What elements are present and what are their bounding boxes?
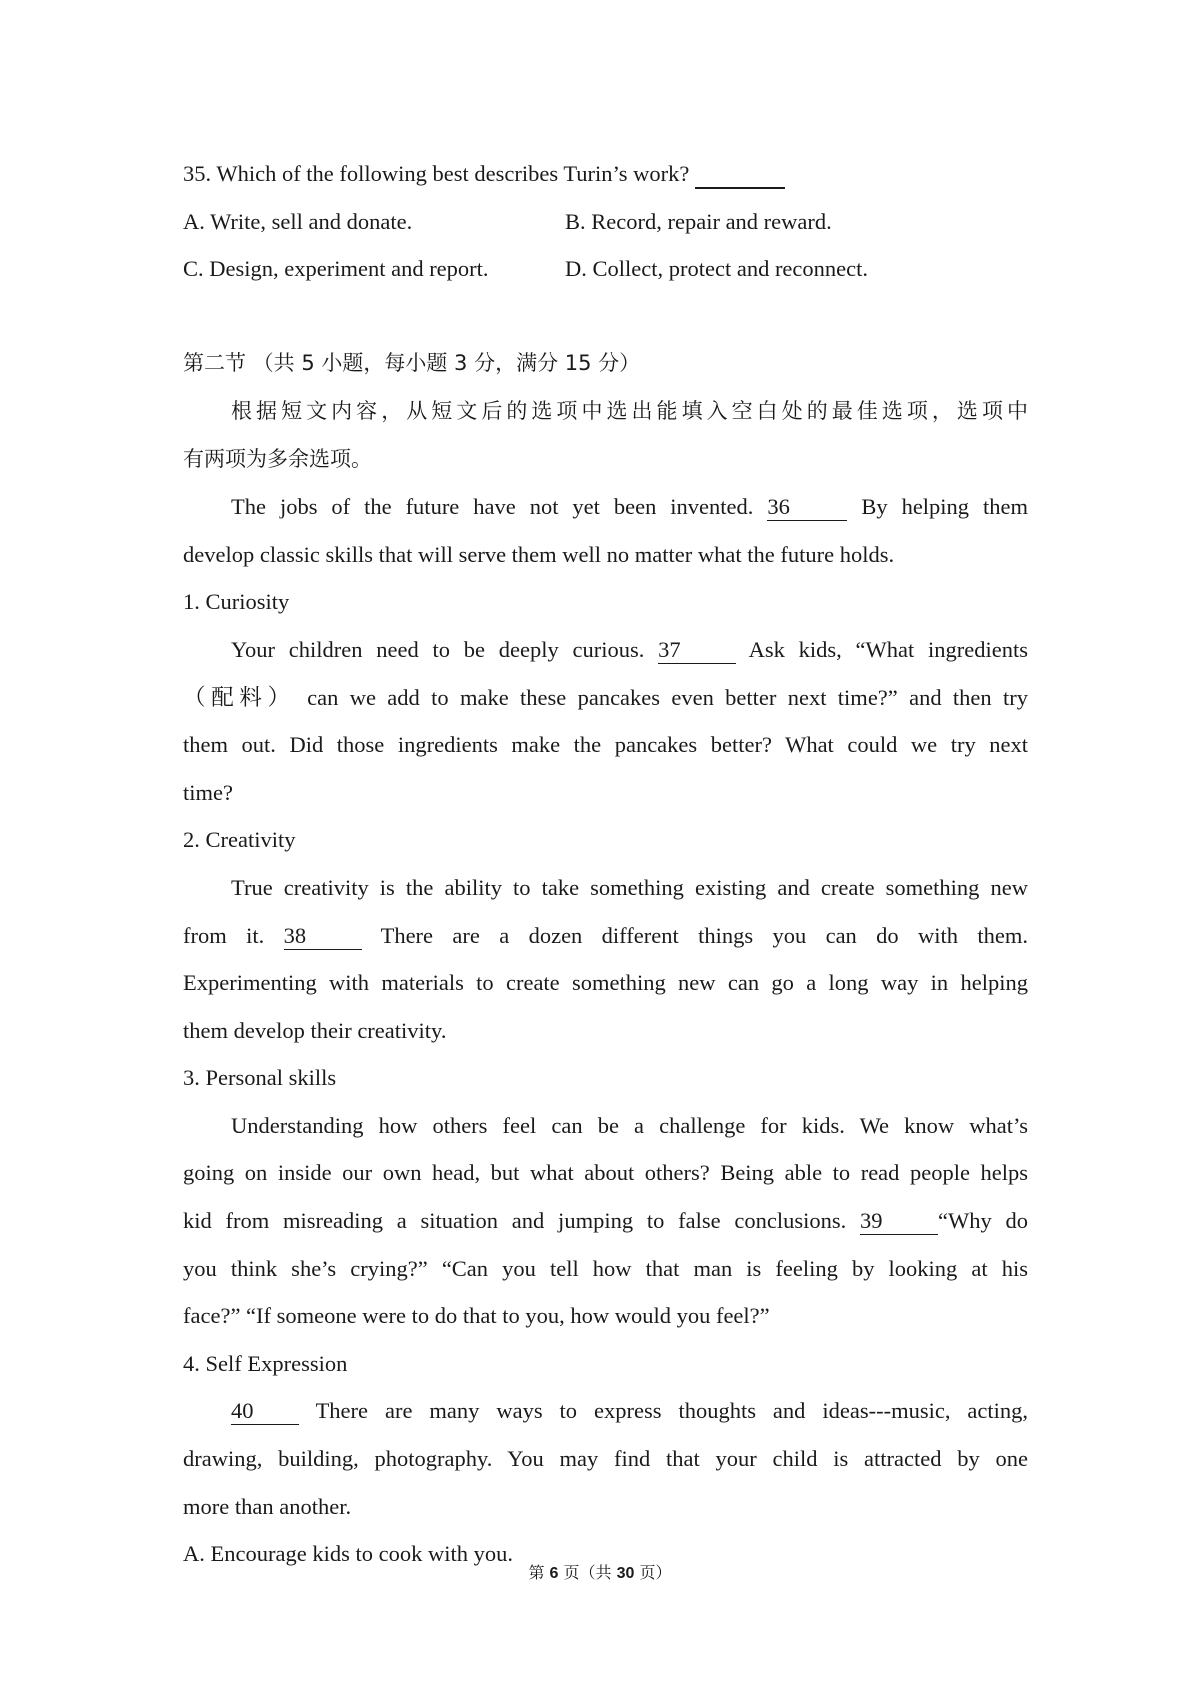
creativity-line-4: them develop their creativity. (183, 1017, 447, 1043)
section-instruction-line-1: 根据短文内容，从短文后的选项中选出能填入空白处的最佳选项，选项中 (231, 398, 1028, 423)
personal-line-3 (183, 1197, 1028, 1245)
creativity-text-a: from it. (183, 922, 265, 948)
heading-personal-skills: 3. Personal skills (183, 1065, 337, 1091)
curiosity-line-1 (183, 626, 1028, 674)
creativity-text-b: There are a dozen different things you can do with them. (380, 922, 1028, 948)
curiosity-line-3: them out. Did those ingredients make the pancakes better? What could we try next (183, 732, 1028, 758)
creativity-line-3: Experimenting with materials to create something new can go a long way in helping (183, 970, 1028, 996)
personal-line-5: face?” “If someone were to do that to you, how would you feel?” (183, 1303, 770, 1329)
spacer (183, 293, 1028, 341)
personal-line-2: going on inside our own head, but what about others? Being able to read people helps (183, 1160, 1028, 1186)
intro-line-2: develop classic skills that will serve them well no matter what the future holds. (183, 541, 895, 567)
intro-line-1 (183, 483, 1028, 531)
question-35-stem: 35. Which of the following best describes Turin’s work? (183, 161, 690, 186)
footer-total-pages: 30 (616, 1565, 635, 1582)
curiosity-line-4: time? (183, 779, 233, 805)
answer-blank-35 (695, 161, 785, 189)
curiosity-text-b: Ask kids, “What ingredients (748, 636, 1028, 662)
curiosity-text-a: Your children need to be deeply curious. (231, 636, 645, 662)
intro-text-a: The jobs of the future have not yet been invented. (231, 494, 754, 520)
personal-text-a: kid from misreading a situation and jumping to false conclusions. (183, 1208, 847, 1234)
footer-page-number: 6 (549, 1565, 559, 1582)
expression-text-a: There are many ways to express thoughts and ideas---music, acting, (315, 1398, 1028, 1424)
blank-39: 39 (860, 1208, 938, 1235)
choice-a: A. Encourage kids to cook with you. (183, 1541, 513, 1567)
section-instruction-line-2: 有两项为多余选项。 (183, 446, 372, 471)
options-row-ab (183, 198, 1028, 246)
page-footer (0, 1560, 1200, 1583)
blank-37: 37 (658, 637, 736, 664)
heading-creativity: 2. Creativity (183, 827, 296, 853)
blank-40: 40 (231, 1398, 299, 1425)
blank-36: 36 (767, 494, 847, 521)
option-c: C. Design, experiment and report. (183, 256, 489, 282)
personal-text-b: “Why do (938, 1208, 1028, 1234)
personal-line-1: Understanding how others feel can be a challenge for kids. We know what’s (231, 1112, 1028, 1138)
heading-curiosity: 1. Curiosity (183, 589, 290, 615)
option-a: A. Write, sell and donate. (183, 208, 413, 234)
intro-text-b: By helping them (861, 494, 1028, 520)
footer-middle: 页（共 (563, 1563, 612, 1582)
expression-line-3: more than another. (183, 1493, 352, 1519)
footer-suffix: 页） (639, 1563, 672, 1582)
creativity-line-2 (183, 912, 1028, 960)
expression-line-1 (183, 1387, 1028, 1435)
expression-line-2: drawing, building, photography. You may find that your child is attracted by one (183, 1446, 1028, 1472)
question-35 (183, 150, 1028, 198)
footer-prefix: 第 (528, 1563, 545, 1582)
personal-line-4: you think she’s crying?” “Can you tell how that man is feeling by looking at his (183, 1255, 1028, 1281)
option-d: D. Collect, protect and reconnect. (565, 256, 869, 282)
creativity-line-1: True creativity is the ability to take something existing and create something new (231, 874, 1028, 900)
blank-38: 38 (284, 923, 362, 950)
section-heading: 第二节 （共 5 小题，每小题 3 分，满分 15 分） (183, 351, 641, 376)
page-content (183, 150, 1028, 1578)
heading-self-expression: 4. Self Expression (183, 1350, 348, 1376)
options-row-cd (183, 245, 1028, 293)
curiosity-line-2: （配料） can we add to make these pancakes even better next time?” and then try (183, 684, 1028, 710)
option-b: B. Record, repair and reward. (565, 208, 832, 234)
